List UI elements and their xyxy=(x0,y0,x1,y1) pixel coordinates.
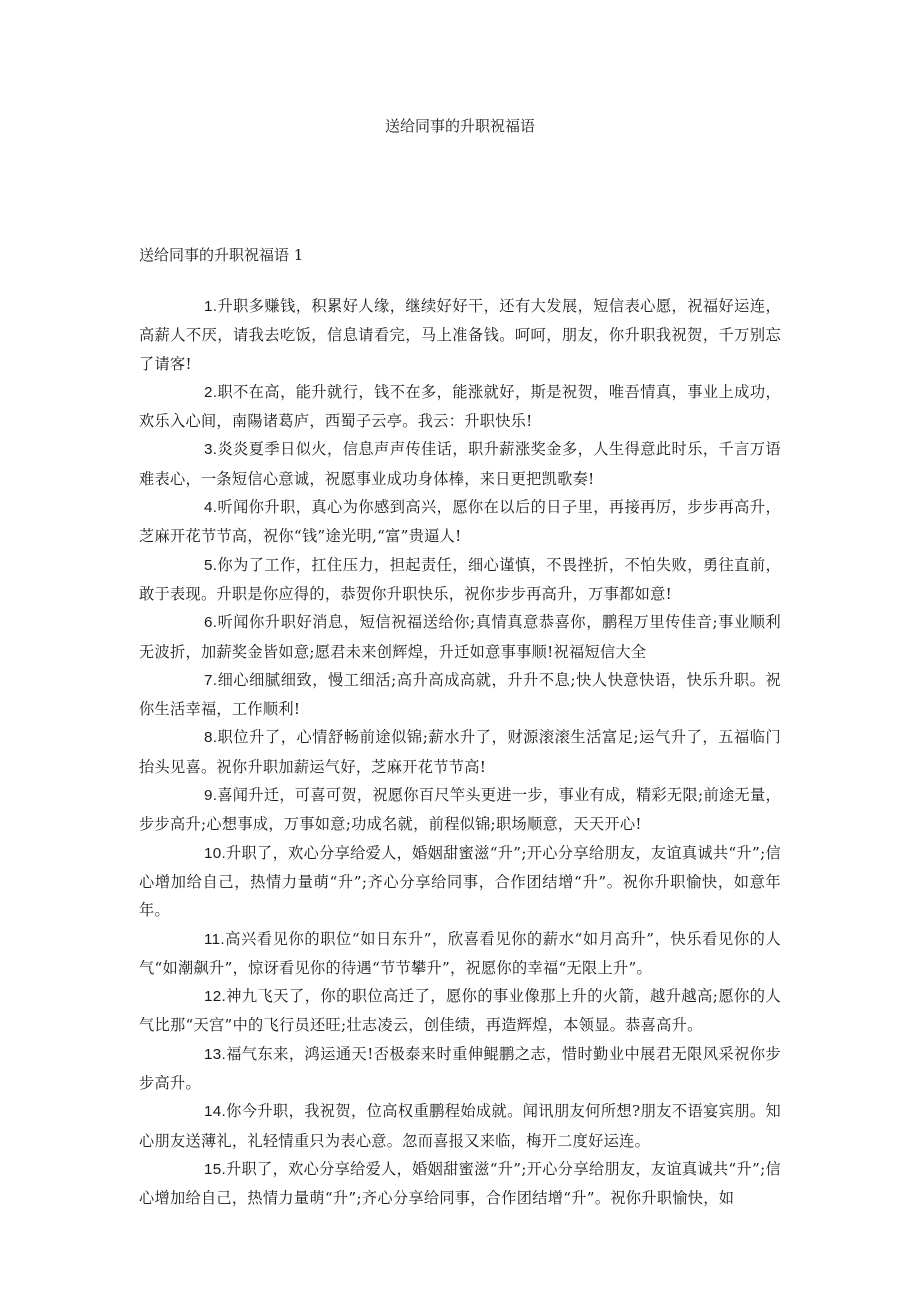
paragraph-text: 升职了，欢心分享给爱人，婚姻甜蜜滋“升”;开心分享给朋友，友谊真诚共“升”;信心增加给自己，热情力量萌“升”;齐心分享给同事，合作团结增“升”。祝你升职愉快，如 xyxy=(139,1159,781,1208)
paragraph xyxy=(139,982,781,1040)
paragraph xyxy=(139,839,781,925)
paragraph-number: 15. xyxy=(204,1160,227,1178)
paragraph-text: 高兴看见你的职位“如日东升”，欣喜看见你的薪水“如月高升”，快乐看见你的人气“如潮飙升”，惊讶看见你的待遇“节节攀升”，祝愿你的幸福“无限上升”。 xyxy=(139,929,781,977)
paragraph xyxy=(139,781,781,839)
section-title: 送给同事的升职祝福语 1 xyxy=(139,246,304,264)
paragraph-text: 福气东来，鸿运通天!否极泰来时重伸鲲鹏之志，惜时勤业中展君无限风采祝你步步高升。 xyxy=(139,1044,781,1093)
paragraph-text: 听闻你升职好消息，短信祝福送给你;真情真意恭喜你，鹏程万里传佳音;事业顺利无波折，加薪奖金皆如意;愿君未来创辉煌，升迁如意事事顺!祝福短信大全 xyxy=(139,613,781,661)
paragraph-text: 升职了，欢心分享给爱人，婚姻甜蜜滋“升”;开心分享给朋友，友谊真诚共“升”;信心增加给自己，热情力量萌“升”;齐心分享给同事，合作团结增“升”。祝你升职愉快，如意年年。 xyxy=(139,843,781,920)
paragraph-text: 你今升职，我祝贺，位高权重鹏程始成就。闻讯朋友何所想?朋友不语宴宾朋。知心朋友送薄礼，礼轻情重只为表心意。忽而喜报又来临，梅开二度好运连。 xyxy=(139,1102,781,1150)
paragraph-number: 5. xyxy=(204,556,218,574)
paragraph xyxy=(139,1155,781,1213)
paragraph xyxy=(139,493,781,551)
paragraph-number: 14. xyxy=(204,1103,227,1121)
paragraph-number: 12. xyxy=(204,988,227,1006)
paragraph xyxy=(139,1040,781,1098)
paragraph xyxy=(139,1097,781,1155)
paragraph-text: 听闻你升职，真心为你感到高兴，愿你在以后的日子里，再接再厉，步步再高升，芝麻开花节节高，祝你“钱”途光明,“富”贵逼人! xyxy=(139,498,781,546)
paragraph xyxy=(139,666,781,724)
paragraph-number: 4. xyxy=(204,499,218,517)
paragraph-list xyxy=(139,292,781,1213)
paragraph-text: 喜闻升迁，可喜可贺，祝愿你百尺竿头更进一步，事业有成，精彩无限;前途无量，步步高升;心想事成，万事如意;功成名就，前程似锦;职场顺意，天天开心! xyxy=(139,786,781,834)
paragraph-text: 职位升了，心情舒畅前途似锦;薪水升了，财源滚滚生活富足;运气升了，五福临门抬头见喜。祝你升职加薪运气好，芝麻开花节节高! xyxy=(139,728,781,776)
paragraph-text: 细心细腻细致，慢工细活;高升高成高就，升升不息;快人快意快语，快乐升职。祝你生活幸福，工作顺利! xyxy=(139,670,781,719)
paragraph xyxy=(139,378,781,436)
paragraph xyxy=(139,435,781,493)
paragraph-text: 炎炎夏季日似火，信息声声传佳话，职升薪涨奖金多，人生得意此时乐，千言万语难表心，一条短信心意诚，祝愿事业成功身体棒，来日更把凯歌奏! xyxy=(139,440,781,488)
paragraph-number: 10. xyxy=(204,844,227,862)
paragraph xyxy=(139,608,781,666)
paragraph-number: 3. xyxy=(204,441,218,459)
paragraph-number: 9. xyxy=(204,787,218,805)
paragraph-text: 你为了工作，扛住压力，担起责任，细心谨慎，不畏挫折，不怕失败，勇往直前，敢于表现。升职是你应得的，恭贺你升职快乐，祝你步步再高升，万事都如意! xyxy=(139,555,781,603)
paragraph xyxy=(139,292,781,378)
paragraph-number: 1. xyxy=(204,298,218,315)
paragraph-number: 13. xyxy=(204,1045,227,1063)
paragraph-number: 11. xyxy=(204,930,225,948)
paragraph-number: 2. xyxy=(204,383,218,401)
page-title: 送给同事的升职祝福语 xyxy=(384,117,535,135)
paragraph xyxy=(139,925,781,983)
paragraph xyxy=(139,723,781,781)
paragraph-text: 升职多赚钱，积累好人缘，继续好好干，还有大发展，短信表心愿，祝福好运连，高薪人不厌，请我去吃饭，信息请看完，马上准备钱。呵呵，朋友，你升职我祝贺，千万别忘了请客! xyxy=(139,297,781,373)
paragraph xyxy=(139,551,781,609)
paragraph-text: 神九飞天了，你的职位高迁了，愿你的事业像那上升的火箭，越升越高;愿你的人气比那“天宫”中的飞行员还旺;壮志凌云，创佳绩，再造辉煌，本领显。恭喜高升。 xyxy=(139,987,781,1035)
paragraph-number: 7. xyxy=(204,671,218,689)
paragraph-number: 6. xyxy=(204,614,218,632)
paragraph-text: 职不在高，能升就行，钱不在多，能涨就好，斯是祝贺，唯吾情真，事业上成功，欢乐入心间，南陽诸葛庐，西蜀子云亭。我云：升职快乐! xyxy=(139,382,781,431)
paragraph-number: 8. xyxy=(204,729,218,747)
